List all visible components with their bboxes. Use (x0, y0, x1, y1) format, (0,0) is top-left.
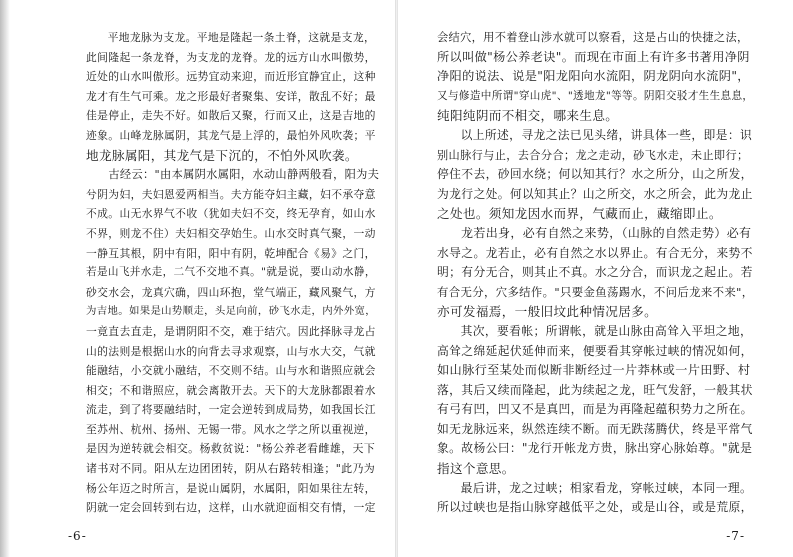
text-line: 若是山飞并水走，二气不交地不真。"就是说，要山动水静， (86, 266, 376, 279)
text-line: 指这个意思。 (437, 461, 515, 477)
text-line: 会结穴，用不着登山涉水就可以察看，这是占山的快捷之法， (437, 31, 749, 44)
text-line: 为吉地。如果是山势顺走，头足向前，砂飞水走，内外外宽， (86, 305, 376, 318)
text-line: 水导之。龙若止，必有自然之水以界止。有合无分，来势不 (437, 245, 753, 260)
text-line: 平地龙脉为支龙。平地是隆起一条土脊，这就是支龙， (107, 31, 376, 44)
text-line: 流走，到了将要融结时，一定会逆转到成局势，如我国长江 (86, 403, 376, 417)
text-line: 所以叫做"杨公养老诀"。而现在市面上有许多书著用净阴 (437, 49, 750, 64)
text-line: 高耸之绵延起伏延伸而来，便要看其穿帐过峡的情况如何， (437, 343, 753, 358)
left-page-text (86, 28, 379, 518)
text-line: 净阳的说法、说是"阳龙阳向水流阳，阴龙阴向水流阴"， (437, 69, 750, 84)
text-line: 停住不去，砂回水绕；何以知其行？水之所分，山之所发， (437, 167, 753, 182)
text-line: 落，其后又续而隆起，此为续起之龙，旺气发舒，一般其状 (437, 382, 753, 397)
right-page-text (437, 28, 753, 518)
text-line: 亦可发福焉，一般旧坟此种情况居多。 (437, 304, 658, 320)
text-line: 不成。山无水界气不收（犹如夫妇不交，终无孕育，如山水 (86, 207, 376, 221)
text-line: 诸书对不同。阳从左边团团转，阴从右路转相逢；"此乃为 (86, 462, 376, 476)
text-line: 龙才有生气可乘。龙之形最好者聚集、安详，散乱不好；最 (86, 89, 376, 103)
text-line: 如无龙脉远来，纵然连续不断。而无跌荡腾伏，终是平常气 (437, 421, 753, 436)
text-line: 有弓有凹，凹又不是真凹，而是为再隆起蕴积势力之所在。 (437, 402, 753, 417)
text-line: 迹象。山峰龙脉属阴，其龙气是上浮的，最怕外风吹袭；平 (86, 128, 376, 142)
text-line: 纯阳纯阴而不相交，哪来生息。 (437, 108, 619, 124)
text-line: 一竟直去直走，是谓阴阳不交，难于结穴。因此择脉寻龙占 (86, 324, 376, 338)
text-line: 不界，则龙不住）夫妇相交孕始生。山水交时真气聚，一动 (86, 226, 376, 240)
text-line: 此间隆起一条龙脊，为支龙的龙脊。龙的远方山水叫傲势， (86, 50, 376, 64)
text-line: 地龙脉属阳，其龙气是下沉的，不怕外风吹袭。 (86, 147, 358, 163)
text-line: 佳是停止，走失不好。如散后又聚，行而又止，这是吉地的 (86, 109, 376, 123)
text-line: 又与修造中所谓"穿山虎"、"透地龙"等等。阴阳交驳才生生息息， (437, 89, 754, 102)
text-line: 能融结，小交就小融结，不交则不结。山与水和谐照应就会 (86, 364, 376, 378)
text-line: 象。故杨公曰："龙行开帐龙方贵，脉出穿心脉始尊。"就是 (437, 441, 753, 456)
text-line: 明；有分无合，则其止不真。水之分合，而识龙之起止。若 (437, 265, 753, 280)
text-line: 所以过峡也是指山脉穿越低平之处，或是山谷，或是荒原， (437, 500, 753, 515)
text-line: 是因为逆转就会相交。杨救贫说："杨公养老看雌雄，天下 (86, 442, 376, 456)
text-line: 别山脉行与止，去合分合；龙之走动，砂飞水走，未止即行； (437, 148, 749, 162)
text-line: 至苏州、杭州、扬州、无锡一带。风水之学之所以重视逆， (86, 422, 376, 436)
text-line: 如山脉行至某处而似断非断经过一片莽林或一片田野、村 (437, 363, 751, 378)
text-line: 杨公年迈之时所言，是说山属阴，水属阳，阳如果往左转， (86, 481, 376, 495)
text-line: 为龙行之处。何以知其止？山之所交，水之所会，此为龙止 (437, 186, 753, 201)
text-line: 近处的山水叫傲形。远势宜动来迎，而近形宜静宜止，这种 (86, 70, 376, 84)
text-line: 砂交水会，龙真穴确，四山环抱，堂气端正，藏风聚气，方 (86, 285, 376, 299)
text-line: 最后讲，龙之过峡；相家看龙，穿帐过峡，本同一理。 (460, 480, 753, 495)
page-number-left: -6- (68, 529, 87, 543)
text-line: 阴就一定会回转到右边，这样，山水就迎面相交有情，一定 (86, 501, 376, 515)
text-line: 龙若出身，必有自然之来势，（山脉的自然走势）必有 (461, 225, 752, 240)
text-line: 古经云："由本属阴水属阳，水动山静两般看，阳为夫 (108, 168, 380, 182)
text-line: 山的法则是根据山水的向背去寻求观察，山与水大交，气就 (86, 344, 376, 358)
text-line: 以上所述，寻龙之法已见头绪，讲具体一些，即是：识 (460, 127, 753, 142)
page-number-right: -7- (726, 529, 745, 543)
text-line: 之处也。须知龙因水而界，气藏而止，藏缩即止。 (437, 206, 722, 222)
right-page (397, 0, 793, 557)
text-line: 其次，要看帐；所谓帐，就是山脉由高耸入平坦之地， (460, 323, 753, 338)
text-line: 相交；不和谐照应，就会离散开去。天下的大龙脉都跟着水 (86, 383, 376, 397)
text-line: 一静互其根，阴中有阳，阳中有阴，乾坤配合《易》之门， (86, 246, 376, 260)
text-line: 兮阴为妇，夫妇恩爱两相当。夫方能夺妇主藏，妇不承夺意 (86, 187, 376, 201)
text-line: 有合无分，穴多结作。"只要金鱼荡踢水，不问后龙来不来"， (437, 284, 754, 299)
